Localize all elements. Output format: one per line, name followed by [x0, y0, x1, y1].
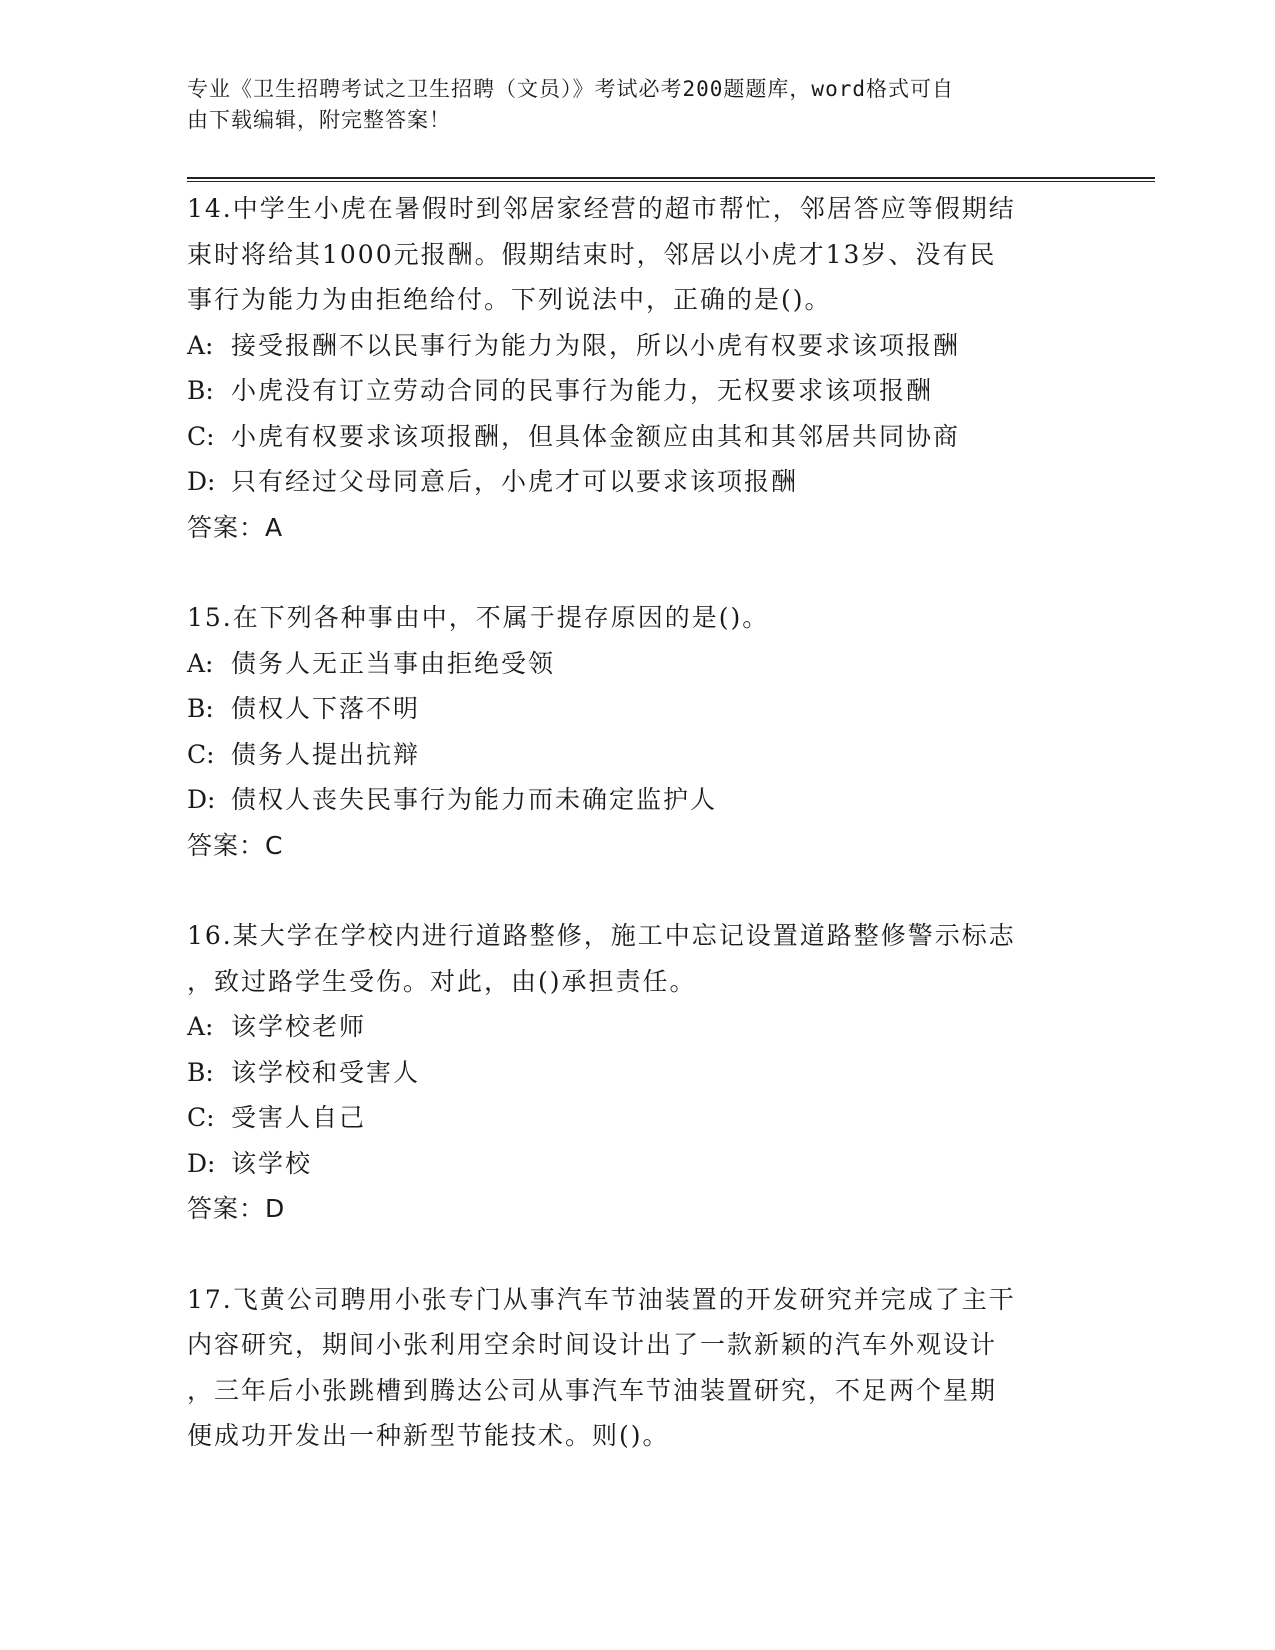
option-key: A: [187, 330, 214, 360]
option-text: 该学校老师 [231, 1012, 367, 1041]
option-text: 债权人下落不明 [231, 694, 421, 723]
option-key: B: [187, 376, 214, 405]
option-item [187, 1050, 1077, 1096]
option-item [187, 414, 1077, 460]
document-header [187, 74, 1067, 136]
option-text: 小虎有权要求该项报酬，但具体金额应由其和其邻居共同协商 [231, 421, 961, 451]
answer-line: 答案：C [187, 830, 284, 860]
question-stem-line: 17.飞黄公司聘用小张专门从事汽车节油装置的开发研究并完成了主干 [187, 1284, 1016, 1314]
option-item [187, 732, 1077, 778]
question-list [187, 186, 1077, 1459]
option-item [187, 1141, 1077, 1187]
question-stem-line: ，三年后小张跳槽到腾达公司从事汽车节油装置研究，不足两个星期 [187, 1375, 998, 1405]
question-14 [187, 186, 1077, 550]
option-item [187, 368, 1077, 414]
question-stem-line: ，致过路学生受伤。对此，由()承担责任。 [187, 966, 697, 996]
question-stem-line: 15.在下列各种事由中，不属于提存原因的是()。 [187, 603, 770, 632]
question-stem-line: 便成功开发出一种新型节能技术。则()。 [187, 1421, 670, 1450]
option-text: 债权人丧失民事行为能力而未确定监护人 [231, 785, 718, 814]
header-line-2: 由下载编辑，附完整答案！ [187, 108, 451, 132]
option-text: 债务人提出抗辩 [231, 739, 421, 769]
option-key: B: [187, 694, 214, 723]
option-key: A: [187, 648, 214, 678]
option-text: 接受报酬不以民事行为能力为限，所以小虎有权要求该项报酬 [231, 330, 961, 360]
option-key: C: [187, 421, 215, 451]
answer-line: 答案：D [187, 1194, 286, 1223]
header-line-1: 专业《卫生招聘考试之卫生招聘（文员）》考试必考200题题库，word格式可自 [187, 77, 954, 101]
question-stem-line: 束时将给其1000元报酬。假期结束时，邻居以小虎才13岁、没有民 [187, 239, 997, 269]
option-item [187, 686, 1077, 732]
header-divider [187, 177, 1155, 182]
option-item [187, 777, 1077, 823]
answer-line: 答案：A [187, 512, 284, 542]
option-text: 该学校和受害人 [231, 1057, 421, 1087]
option-text: 该学校 [231, 1148, 313, 1178]
question-stem-line: 内容研究，期间小张利用空余时间设计出了一款新颖的汽车外观设计 [187, 1330, 998, 1359]
question-17 [187, 1277, 1077, 1459]
option-item [187, 1004, 1077, 1050]
option-text: 只有经过父母同意后，小虎才可以要求该项报酬 [231, 467, 799, 496]
option-key: D: [187, 785, 216, 814]
option-item [187, 323, 1077, 369]
question-15 [187, 595, 1077, 868]
option-item [187, 1095, 1077, 1141]
option-text: 受害人自己 [231, 1103, 367, 1132]
question-stem-line: 事行为能力为由拒绝给付。下列说法中，正确的是()。 [187, 285, 832, 314]
option-key: A: [187, 1012, 214, 1041]
option-key: C: [187, 1103, 215, 1132]
option-key: D: [187, 1148, 216, 1178]
option-key: D: [187, 467, 216, 496]
option-key: C: [187, 739, 215, 769]
option-item [187, 641, 1077, 687]
option-key: B: [187, 1057, 214, 1087]
question-stem-line: 14.中学生小虎在暑假时到邻居家经营的超市帮忙，邻居答应等假期结 [187, 194, 1016, 223]
question-16 [187, 913, 1077, 1232]
option-text: 债务人无正当事由拒绝受领 [231, 648, 556, 678]
question-stem-line: 16.某大学在学校内进行道路整修，施工中忘记设置道路整修警示标志 [187, 921, 1016, 950]
option-item [187, 459, 1077, 505]
option-text: 小虎没有订立劳动合同的民事行为能力，无权要求该项报酬 [231, 376, 934, 405]
